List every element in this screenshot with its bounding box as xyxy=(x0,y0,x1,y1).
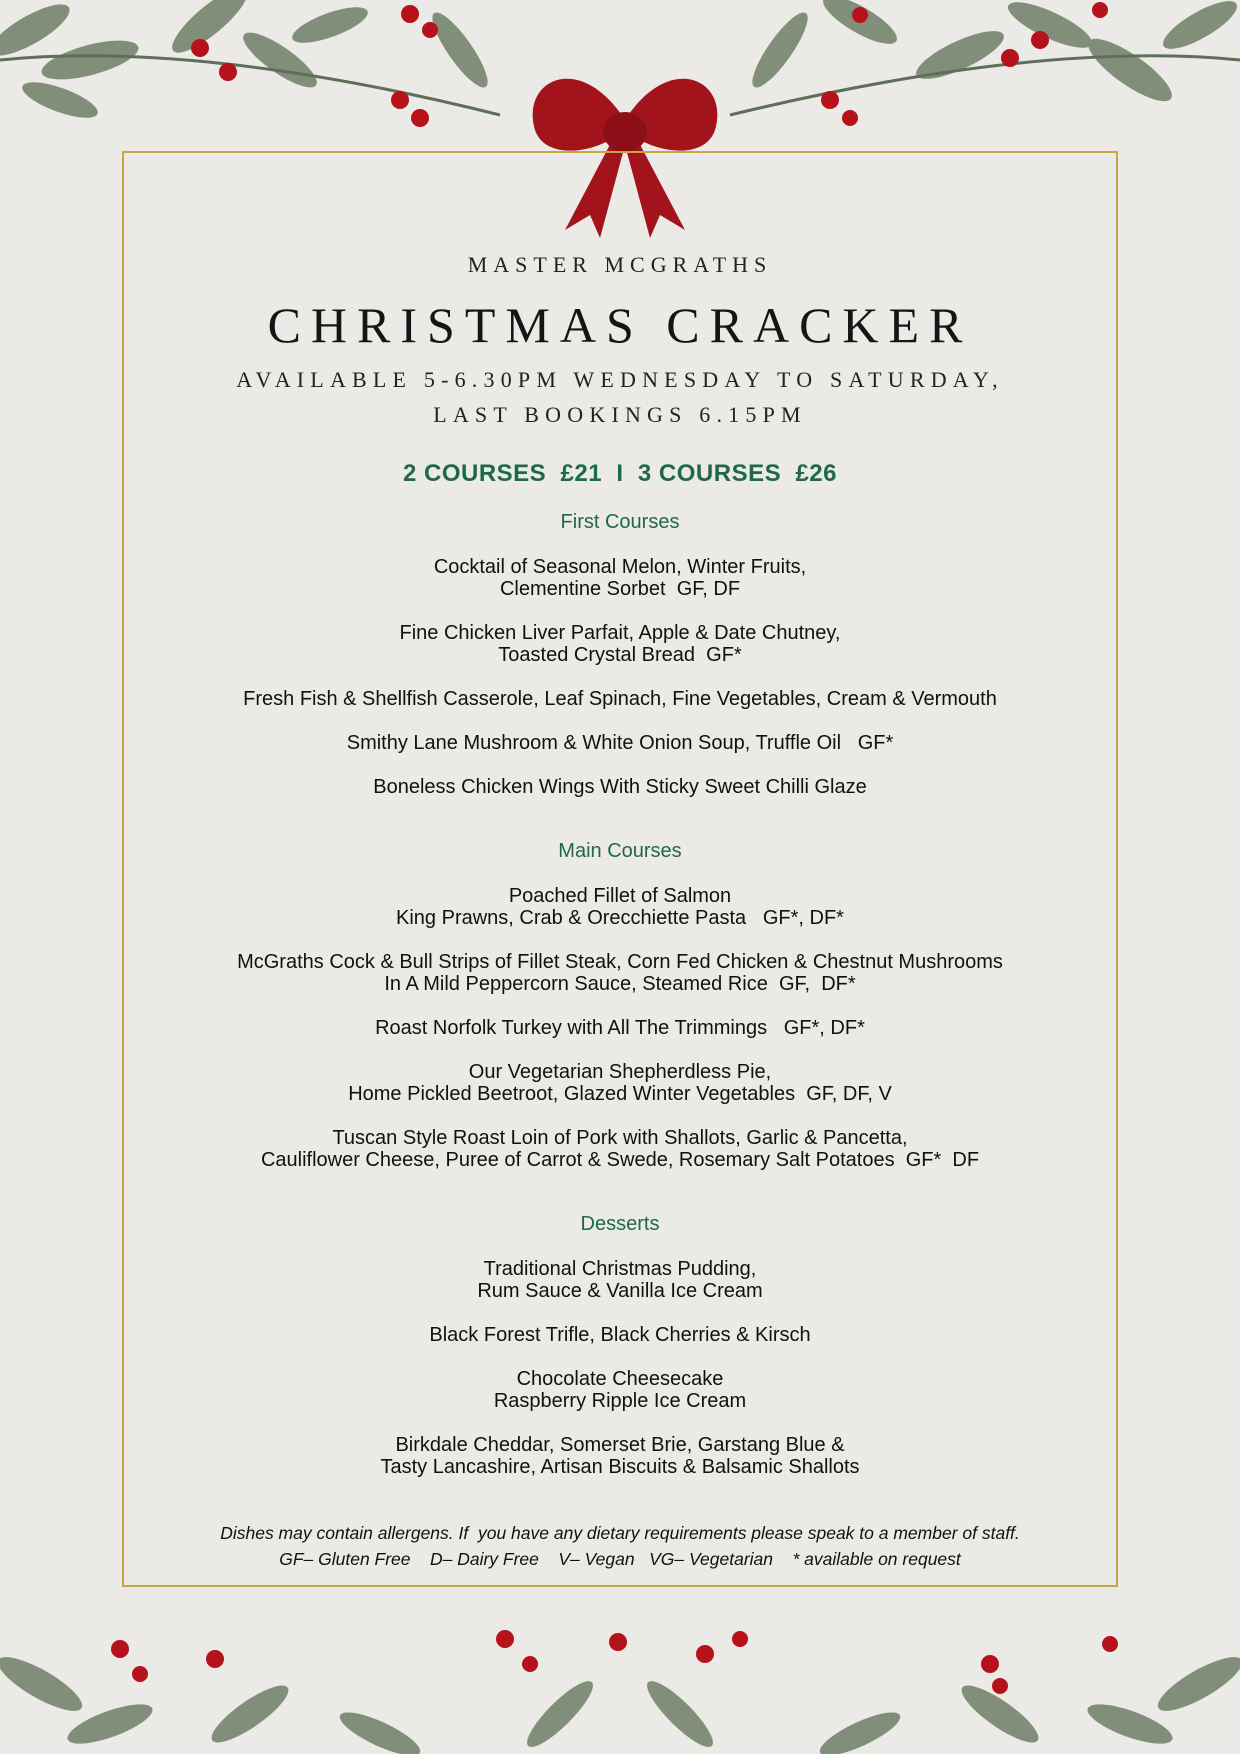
list-item xyxy=(122,1324,1118,1346)
item-line: Rum Sauce & Vanilla Ice Cream xyxy=(477,1280,763,1302)
list-item xyxy=(122,1061,1118,1105)
section-heading-desserts: Desserts xyxy=(580,1213,660,1235)
item-line: Tasty Lancashire, Artisan Biscuits & Balsamic Shallots xyxy=(380,1456,860,1478)
list-item xyxy=(122,622,1118,666)
list-item xyxy=(122,1368,1118,1412)
list-item xyxy=(122,951,1118,995)
item-line: In A Mild Peppercorn Sauce, Steamed Rice GF, DF* xyxy=(384,973,856,995)
item-line: Home Pickled Beetroot, Glazed Winter Vegetables GF, DF, V xyxy=(348,1083,892,1105)
list-item xyxy=(122,688,1118,710)
availability-text xyxy=(142,362,1098,432)
bottom-garland-decoration xyxy=(0,1624,1240,1754)
list-item xyxy=(122,885,1118,929)
list-item xyxy=(122,776,1118,798)
item-line: Cocktail of Seasonal Melon, Winter Fruits, xyxy=(433,556,807,578)
list-item xyxy=(122,556,1118,600)
availability-line-2: LAST BOOKINGS 6.15PM xyxy=(433,402,807,427)
availability-line-1: AVAILABLE 5-6.30PM WEDNESDAY TO SATURDAY, xyxy=(236,367,1004,392)
item-line: McGraths Cock & Bull Strips of Fillet Steak, Corn Fed Chicken & Chestnut Mushrooms xyxy=(237,951,1003,973)
item-line: Tuscan Style Roast Loin of Pork with Shallots, Garlic & Pancetta, xyxy=(332,1127,908,1149)
item-line: Chocolate Cheesecake xyxy=(516,1368,724,1390)
item-line: Toasted Crystal Bread GF* xyxy=(498,644,742,666)
item-line: Fine Chicken Liver Parfait, Apple & Date Chutney, xyxy=(399,622,841,644)
item-line: Birkdale Cheddar, Somerset Brie, Garstang Blue & xyxy=(395,1434,845,1456)
item-line: Our Vegetarian Shepherdless Pie, xyxy=(468,1061,772,1083)
item-line: Boneless Chicken Wings With Sticky Sweet Chilli Glaze xyxy=(373,776,867,798)
pricing-line: 2 COURSES £21 I 3 COURSES £26 xyxy=(402,460,837,487)
item-line: Traditional Christmas Pudding, xyxy=(483,1258,757,1280)
list-item xyxy=(122,732,1118,754)
item-line: Fresh Fish & Shellfish Casserole, Leaf Spinach, Fine Vegetables, Cream & Vermouth xyxy=(243,688,997,710)
dietary-key: GF– Gluten Free D– Dairy Free V– Vegan VG– Vegetarian * available on request xyxy=(279,1549,961,1569)
restaurant-name: MASTER MCGRATHS xyxy=(467,252,773,277)
item-line: Poached Fillet of Salmon xyxy=(508,885,732,907)
item-line: King Prawns, Crab & Orecchiette Pasta GF*, DF* xyxy=(396,907,844,929)
section-heading-main-courses: Main Courses xyxy=(558,840,682,862)
menu-title: CHRISTMAS CRACKER xyxy=(267,297,973,353)
item-line: Roast Norfolk Turkey with All The Trimmings GF*, DF* xyxy=(375,1017,865,1039)
item-line: Clementine Sorbet GF, DF xyxy=(499,578,741,600)
section-heading-first-courses: First Courses xyxy=(560,511,680,533)
list-item xyxy=(122,1258,1118,1302)
main-courses-list xyxy=(122,885,1118,1193)
list-item xyxy=(122,1127,1118,1171)
top-garland-decoration xyxy=(0,0,1240,160)
list-item xyxy=(122,1017,1118,1039)
allergen-footer xyxy=(122,1520,1118,1572)
item-line: Cauliflower Cheese, Puree of Carrot & Swede, Rosemary Salt Potatoes GF* DF xyxy=(260,1149,980,1171)
first-courses-list xyxy=(122,556,1118,820)
desserts-list xyxy=(122,1258,1118,1500)
list-item xyxy=(122,1434,1118,1478)
item-line: Smithy Lane Mushroom & White Onion Soup, Truffle Oil GF* xyxy=(346,732,894,754)
item-line: Raspberry Ripple Ice Cream xyxy=(493,1390,747,1412)
item-line: Black Forest Trifle, Black Cherries & Kirsch xyxy=(429,1324,811,1346)
allergen-note: Dishes may contain allergens. If you have any dietary requirements please speak to a member of staff. xyxy=(220,1523,1020,1543)
